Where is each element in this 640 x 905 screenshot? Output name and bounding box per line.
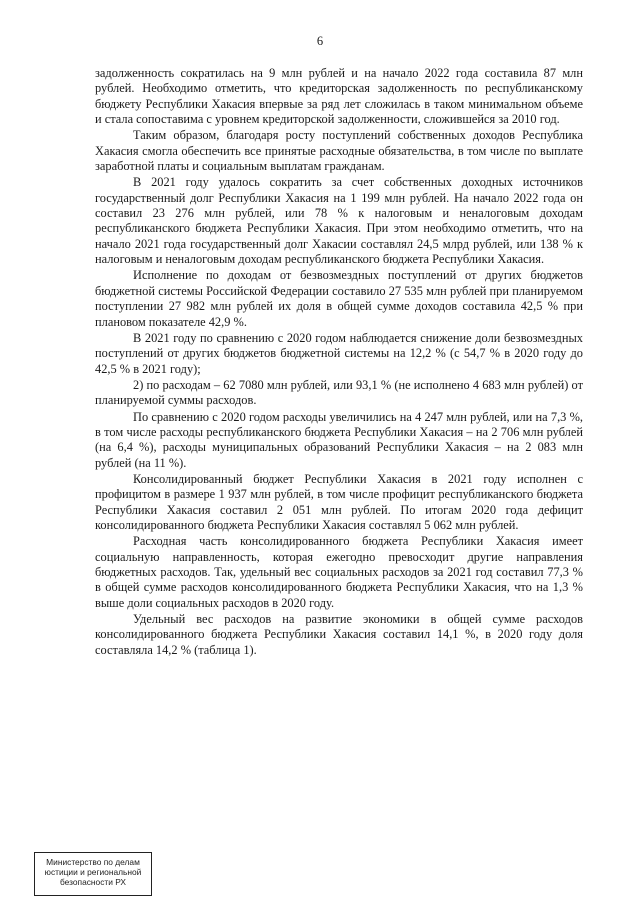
ministry-stamp xyxy=(34,852,152,896)
paragraph-revenue-share-decline: В 2021 году по сравнению с 2020 годом наблюдается снижение доли безвозмездных поступлений от других бюджетов бюджетной системы на 12,2 % (с 54,7 % в 2020 году до 42,5 % в 2021 году); xyxy=(95,330,583,376)
paragraph-creditor-debt: задолженность сократилась на 9 млн рублей и на начало 2022 года составила 87 млн рублей. Необходимо отметить, что кредиторская задолженность по республиканскому бюджету Республики Хакасия впервые за ряд лет сложилась в таком минимальном объеме и стала сопоставима с уровнем кредиторской задолженности, сложившейся за 2010 год. xyxy=(95,66,583,127)
paragraph-expenditures: 2) по расходам – 62 7080 млн рублей, или 93,1 % (не исполнено 4 683 млн рублей) от планируемой суммы расходов. xyxy=(95,377,583,408)
page-number: 6 xyxy=(316,34,324,48)
paragraph-social-spending: Расходная часть консолидированного бюджета Республики Хакасия имеет социальную направленность, которая ежегодно превосходит другие направления бюджетных расходов. Так, удельный вес социальных расходов за 2021 год составил 77,3 % в общей сумме расходов консолидированного бюджета Республики Хакасия, что на 1,3 % выше доли социальных расходов в 2020 году. xyxy=(95,534,583,610)
paragraph-obligations: Таким образом, благодаря росту поступлений собственных доходов Республика Хакасия смогла обеспечить все принятые расходные обязательства, в том числе по выплате заработной платы и социальным выплатам гражданам. xyxy=(95,128,583,174)
paragraph-state-debt: В 2021 году удалось сократить за счет собственных доходных источников государственный долг Республики Хакасия на 1 199 млн рублей. На начало 2022 года он составил 23 276 млн рублей, или 78 % к налоговым и неналоговым доходам республиканского бюджета Республики Хакасия. При этом необходимо отметить, что на начало 2021 года государственный долг Хакасии составлял 24,5 млрд рублей, или 138 % к налоговым и неналоговым доходам республиканского бюджета Республики Хакасия. xyxy=(95,175,583,267)
stamp-line-3: безопасности РХ xyxy=(59,877,127,888)
paragraph-expenditure-growth: По сравнению с 2020 годом расходы увеличились на 4 247 млн рублей, или на 7,3 %, в том числе расходы республиканского бюджета Республики Хакасия – на 2 706 млн рублей (на 6,4 %), расходы муниципальных образований Республики Хакасия – на 2 083 млн рублей (на 11 %). xyxy=(95,409,583,470)
stamp-line-2: юстиции и региональной xyxy=(44,867,142,878)
paragraph-economy-spending: Удельный вес расходов на развитие экономики в общей сумме расходов консолидированного бюджета Республики Хакасия составил 14,1 %, в 2020 году доля составляла 14,2 % (таблица 1). xyxy=(95,612,583,657)
stamp-line-1: Министерство по делам xyxy=(46,857,140,867)
paragraph-gratuitous-revenue: Исполнение по доходам от безвозмездных поступлений от других бюджетов бюджетной системы Российской Федерации составило 27 535 млн рублей при планируемом поступлении 27 982 млн рублей их доля в общей сумме доходов составила 42,5 % при плановом показателе 42,9 %. xyxy=(95,268,583,329)
paragraph-surplus: Консолидированный бюджет Республики Хакасия в 2021 году исполнен с профицитом в размере 1 937 млн рублей, в том числе профицит республиканского бюджета Республики Хакасия составил 2 051 млн рублей. По итогам 2020 года дефицит консолидированного бюджета Республики Хакасия составлял 5 062 млн рублей. xyxy=(95,471,583,532)
document-body xyxy=(95,66,583,658)
